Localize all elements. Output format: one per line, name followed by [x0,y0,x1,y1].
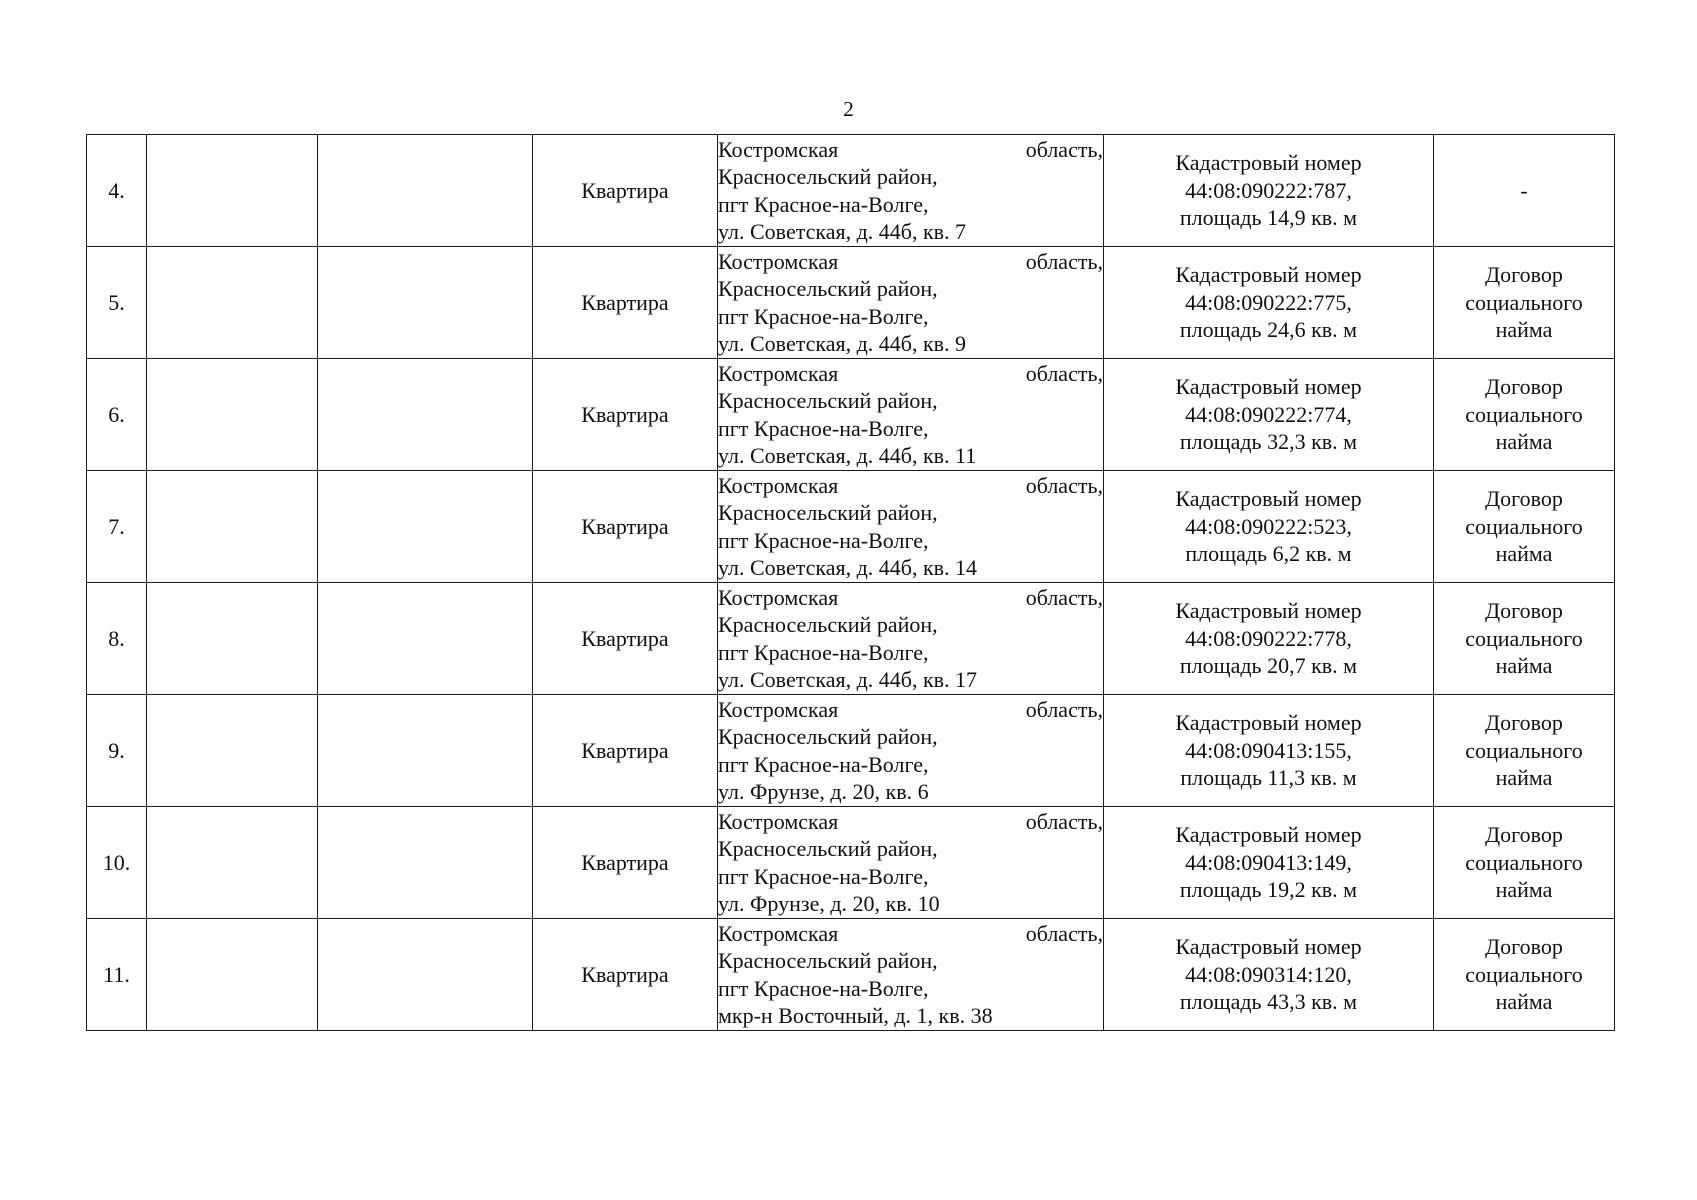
address-line-3: пгт Красное-на-Волге, [718,639,929,665]
address-line-2: Красносельский район, [718,948,938,973]
address-line-4: ул. Советская, д. 44б, кв. 11 [718,443,977,468]
cadastral-info [1104,471,1434,583]
address-line-1: Костромская область, [718,584,1103,610]
property-address [718,807,1104,919]
empty-cell [147,471,318,583]
ownership-basis [1434,807,1615,919]
basis-line-1: Договор [1485,934,1563,960]
address-line-1: Костромская область, [718,248,1103,274]
cadastral-info [1104,807,1434,919]
address-line-4: мкр-н Восточный, д. 1, кв. 38 [718,1003,993,1028]
address-line-3: пгт Красное-на-Волге, [718,191,929,217]
empty-cell [318,135,533,247]
cadastral-area: площадь 14,9 кв. м [1179,205,1358,231]
property-registry-table [86,134,1615,1031]
address-line-1: Костромская область, [718,360,1103,386]
property-address [718,247,1104,359]
cadastral-number: 44:08:090222:774, [1185,401,1352,427]
ownership-basis [1434,471,1615,583]
address-line-2: Красносельский район, [718,164,938,189]
table-row [87,359,1615,471]
property-address [718,695,1104,807]
cadastral-label: Кадастровый номер [1175,374,1362,400]
cadastral-number: 44:08:090222:778, [1185,625,1352,651]
basis-line-2: социального [1465,625,1583,651]
basis-line-1: Договор [1485,262,1563,288]
row-number: 9. [87,695,147,807]
address-line-2: Красносельский район, [718,612,938,637]
row-number: 6. [87,359,147,471]
address-line-3: пгт Красное-на-Волге, [718,527,929,553]
cadastral-info [1104,135,1434,247]
cadastral-label: Кадастровый номер [1175,598,1362,624]
cadastral-area: площадь 32,3 кв. м [1179,429,1358,455]
basis-line-1: Договор [1485,374,1563,400]
row-number: 11. [87,919,147,1031]
basis-line-1: Договор [1485,598,1563,624]
property-type: Квартира [533,583,718,695]
basis-line-1: - [1520,177,1528,203]
basis-line-1: Договор [1485,710,1563,736]
address-line-2: Красносельский район, [718,500,938,525]
address-line-2: Красносельский район, [718,836,938,861]
table-row [87,135,1615,247]
cadastral-area: площадь 11,3 кв. м [1180,765,1357,791]
empty-cell [147,359,318,471]
table-row [87,247,1615,359]
address-line-1: Костромская область, [718,920,1103,946]
empty-cell [318,695,533,807]
address-line-4: ул. Советская, д. 44б, кв. 7 [718,219,967,244]
property-type: Квартира [533,919,718,1031]
basis-line-2: социального [1465,289,1583,315]
row-number: 10. [87,807,147,919]
address-line-4: ул. Фрунзе, д. 20, кв. 6 [718,779,929,804]
property-type: Квартира [533,135,718,247]
cadastral-label: Кадастровый номер [1175,822,1362,848]
address-line-4: ул. Советская, д. 44б, кв. 17 [718,667,978,692]
cadastral-label: Кадастровый номер [1175,150,1362,176]
table-row [87,471,1615,583]
empty-cell [147,583,318,695]
empty-cell [147,135,318,247]
basis-line-3: найма [1495,541,1553,567]
empty-cell [318,359,533,471]
basis-line-3: найма [1495,877,1553,903]
address-line-3: пгт Красное-на-Волге, [718,975,929,1001]
cadastral-number: 44:08:090222:775, [1185,289,1352,315]
basis-line-1: Договор [1485,486,1563,512]
ownership-basis [1434,583,1615,695]
cadastral-info [1104,359,1434,471]
row-number: 4. [87,135,147,247]
address-line-2: Красносельский район, [718,724,938,749]
basis-line-3: найма [1495,317,1553,343]
cadastral-area: площадь 19,2 кв. м [1179,877,1358,903]
basis-line-3: найма [1495,989,1553,1015]
address-line-3: пгт Красное-на-Волге, [718,303,929,329]
address-line-2: Красносельский район, [718,276,938,301]
property-type: Квартира [533,807,718,919]
cadastral-info [1104,247,1434,359]
basis-line-1: Договор [1485,822,1563,848]
property-address [718,583,1104,695]
cadastral-area: площадь 6,2 кв. м [1185,541,1352,567]
empty-cell [147,695,318,807]
address-line-2: Красносельский район, [718,388,938,413]
empty-cell [147,247,318,359]
address-line-3: пгт Красное-на-Волге, [718,415,929,441]
basis-line-3: найма [1495,653,1553,679]
table-row [87,807,1615,919]
basis-line-2: социального [1465,849,1583,875]
cadastral-number: 44:08:090222:523, [1185,513,1352,539]
cadastral-info [1104,695,1434,807]
cadastral-info [1104,919,1434,1031]
page-number: 2 [843,97,854,121]
address-line-1: Костромская область, [718,696,1103,722]
basis-line-2: социального [1465,401,1583,427]
cadastral-number: 44:08:090413:155, [1185,737,1352,763]
property-address [718,135,1104,247]
cadastral-number: 44:08:090314:120, [1185,961,1352,987]
empty-cell [318,471,533,583]
property-type: Квартира [533,695,718,807]
basis-line-3: найма [1495,765,1553,791]
cadastral-label: Кадастровый номер [1175,486,1362,512]
cadastral-area: площадь 24,6 кв. м [1179,317,1358,343]
row-number: 7. [87,471,147,583]
address-line-4: ул. Фрунзе, д. 20, кв. 10 [718,891,940,916]
ownership-basis [1434,135,1615,247]
property-type: Квартира [533,359,718,471]
cadastral-number: 44:08:090222:787, [1185,177,1352,203]
address-line-3: пгт Красное-на-Волге, [718,863,929,889]
property-address [718,919,1104,1031]
empty-cell [147,919,318,1031]
empty-cell [318,247,533,359]
empty-cell [318,583,533,695]
empty-cell [318,807,533,919]
cadastral-label: Кадастровый номер [1175,262,1362,288]
row-number: 5. [87,247,147,359]
property-address [718,471,1104,583]
table-row [87,583,1615,695]
basis-line-2: социального [1465,737,1583,763]
cadastral-number: 44:08:090413:149, [1185,849,1352,875]
address-line-3: пгт Красное-на-Волге, [718,751,929,777]
cadastral-label: Кадастровый номер [1175,934,1362,960]
cadastral-area: площадь 20,7 кв. м [1179,653,1358,679]
address-line-1: Костромская область, [718,472,1103,498]
ownership-basis [1434,247,1615,359]
address-line-4: ул. Советская, д. 44б, кв. 14 [718,555,978,580]
row-number: 8. [87,583,147,695]
address-line-4: ул. Советская, д. 44б, кв. 9 [718,331,967,356]
address-line-1: Костромская область, [718,136,1103,162]
empty-cell [318,919,533,1031]
ownership-basis [1434,359,1615,471]
ownership-basis [1434,919,1615,1031]
cadastral-label: Кадастровый номер [1175,710,1362,736]
property-address [718,359,1104,471]
table-row [87,695,1615,807]
basis-line-3: найма [1495,429,1553,455]
basis-line-2: социального [1465,961,1583,987]
property-type: Квартира [533,471,718,583]
empty-cell [147,807,318,919]
cadastral-area: площадь 43,3 кв. м [1179,989,1358,1015]
basis-line-2: социального [1465,513,1583,539]
ownership-basis [1434,695,1615,807]
table-row [87,919,1615,1031]
property-type: Квартира [533,247,718,359]
address-line-1: Костромская область, [718,808,1103,834]
cadastral-info [1104,583,1434,695]
